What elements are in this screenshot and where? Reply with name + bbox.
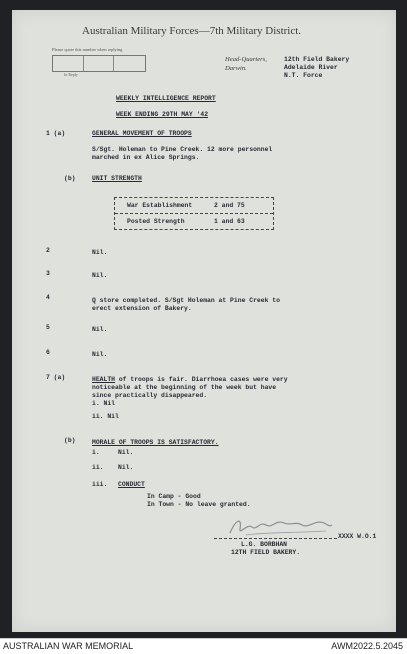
quote-number-box [52,55,146,72]
section-2-number: 2 [46,247,50,254]
war-establishment-value: 2 and 75 [214,202,245,209]
section-7a-text-line2: noticeable at the beginning of the week but have [92,384,277,391]
section-7a-text-start: of troops is fair. Diarrhoea cases were very [115,376,288,383]
quote-number-label: Please quote this number when replying [52,47,123,52]
signature-line [214,538,337,539]
section-4-number: 4 [46,294,50,301]
section-6-text: Nil. [92,351,108,358]
section-1b-number: (b) [64,175,76,182]
letterhead-title: Australian Military Forces—7th Military District. [82,25,302,37]
section-1a-heading: GENERAL MOVEMENT OF TROOPS [92,130,192,137]
section-7a-heading: HEALTH [92,376,116,383]
section-1a-text-line1: S/Sgt. Holeman to Pine Creek. 12 more personnel [92,146,273,153]
section-5-text: Nil. [92,326,108,333]
hq-label: Head-Quarters, [225,56,267,63]
section-1a-number: 1 (a) [46,130,66,137]
conduct-in-camp: In Camp - Good [147,493,201,500]
posted-strength-label: Posted Strength [127,218,185,225]
section-7b-i-text: Nil. [118,449,134,456]
footer-bar [0,638,407,654]
signatory-rank: XXXX W.O.1 [338,533,377,540]
section-3-number: 3 [46,270,50,277]
report-week: WEEK ENDING 29TH MAY '42 [116,111,209,118]
section-6-number: 6 [46,349,50,356]
section-5-number: 5 [46,324,50,331]
signatory-name: L.G. BORBHAN [241,541,288,548]
signatory-unit: 12TH FIELD BAKERY. [231,549,301,556]
section-7b-i-number: i. [92,449,100,456]
section-7a-sub-i: i. Nil [92,400,116,407]
section-7a-text-line1 [92,376,288,384]
section-7b-ii-text: Nil. [118,464,134,471]
section-7b-number: (b) [64,437,76,444]
section-4-text-line2: erect extension of Bakery. [92,305,192,312]
section-7a-number: 7 (a) [46,374,66,381]
conduct-in-town: In Town - No leave granted. [147,501,251,508]
section-3-text: Nil. [92,272,108,279]
quote-number-sublabel: In Reply [64,72,78,77]
section-4-text-line1: Q store completed. S/Sgt Holeman at Pine Creek to [92,297,280,304]
footer-institution: AUSTRALIAN WAR MEMORIAL [3,641,134,651]
unit-location: Adelaide River [284,64,338,71]
footer-accession-number: AWM2022.5.2045 [331,641,403,651]
section-7a-text-line3: since practically disappeared. [92,392,208,399]
report-title: WEEKLY INTELLIGENCE REPORT [116,95,216,102]
section-7b-ii-number: ii. [92,464,104,471]
section-7a-sub-ii: ii. Nil [92,413,119,420]
section-7b-iii-number: iii. [92,481,108,488]
posted-strength-value: 1 and 63 [214,218,245,225]
section-7b-heading: MORALE OF TROOPS IS SATISFACTORY. [92,439,219,446]
hq-location: Darwin. [225,65,247,72]
unit-force: N.T. Force [284,72,323,79]
section-2-text: Nil. [92,249,108,256]
handwritten-signature [226,513,334,539]
section-1a-text-line2: marched in ex Alice Springs. [92,154,200,161]
war-establishment-label: War Establishment [127,202,193,209]
section-7b-iii-heading: CONDUCT [118,481,145,488]
unit-name: 12th Field Bakery [284,56,350,63]
section-1b-heading: UNIT STRENGTH [92,175,142,182]
